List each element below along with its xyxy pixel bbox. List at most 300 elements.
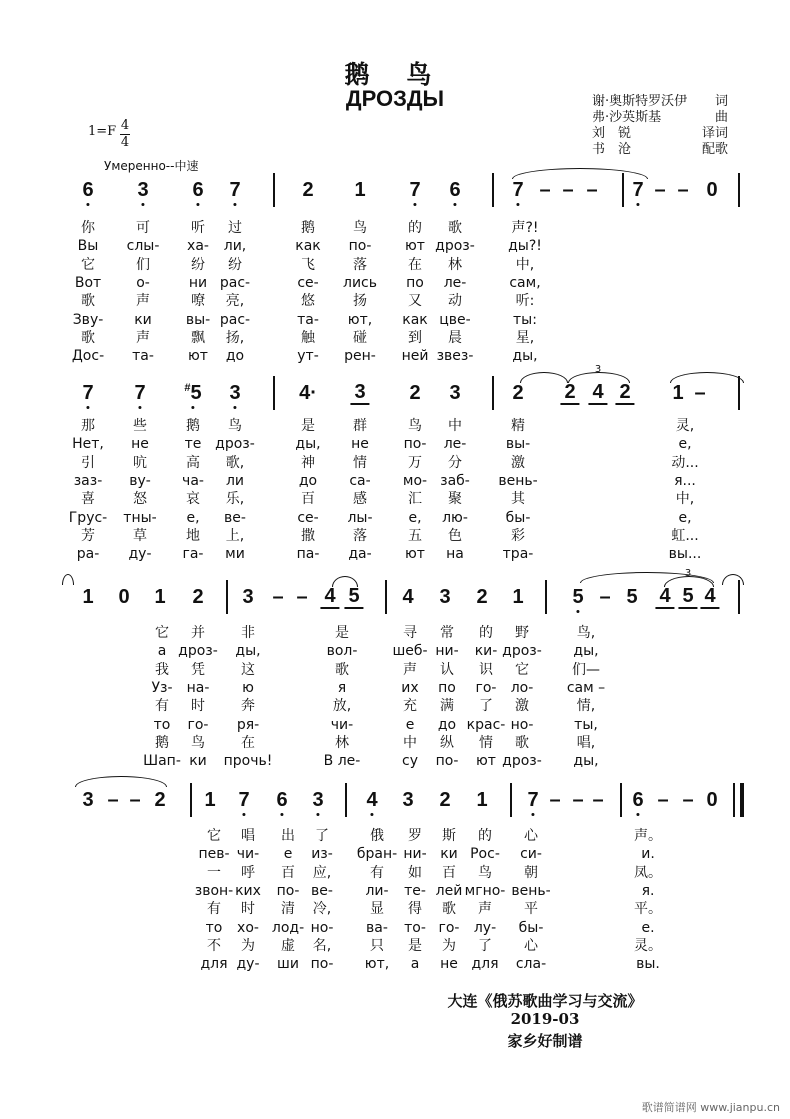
- note: [512, 586, 523, 608]
- note-digit: 5: [190, 382, 202, 404]
- lyric-syllable: 分: [448, 454, 462, 471]
- note: [402, 789, 413, 811]
- lyric-syllable: ни-: [403, 846, 427, 863]
- lyric-syllable: 它: [81, 256, 95, 273]
- lyric-syllable: 万: [408, 454, 422, 471]
- lyric-syllable: 罗: [408, 828, 422, 844]
- lyric-syllable: 它: [207, 828, 221, 844]
- note: [134, 382, 145, 404]
- lyric-syllable: 时: [191, 698, 205, 715]
- slur-arc: [670, 372, 744, 383]
- lyric-syllable: Шап-: [143, 753, 181, 770]
- note: [302, 179, 313, 201]
- watermark: 歌谱简谱网 www.jianpu.cn: [641, 1101, 780, 1114]
- lyric-syllable: В ле-: [323, 753, 361, 770]
- lyric-syllable: по-: [348, 238, 372, 255]
- lyric-syllable: 碰: [353, 329, 367, 346]
- note: [512, 179, 523, 201]
- lyric-syllable: 凭: [191, 661, 205, 678]
- lyric-syllable: 歌: [81, 329, 95, 346]
- lyric-syllable: 动: [448, 293, 462, 310]
- lyric-syllable: Зву-: [72, 311, 104, 328]
- lyric-syllable: вень-: [511, 882, 551, 899]
- note-digit: –: [562, 179, 574, 201]
- lyric-syllable: 纷: [228, 256, 242, 273]
- lyric-syllable: рен-: [344, 348, 376, 365]
- note-digit: –: [657, 789, 669, 811]
- note: [137, 179, 148, 201]
- note: [655, 585, 674, 609]
- credit-name: 谢·奥斯特罗沃伊: [592, 94, 688, 109]
- lyric-syllable: 亮,: [225, 293, 245, 310]
- lyric-syllable: 了: [315, 828, 329, 844]
- note-digit: 4: [659, 585, 671, 607]
- lyric-syllable: 认: [440, 661, 454, 678]
- note-digit: 3: [402, 789, 414, 811]
- lyric-syllable: дроз-: [502, 753, 542, 770]
- credit-role: 词: [714, 94, 728, 109]
- lyric-syllable: ют: [405, 238, 425, 255]
- lyric-syllable: ки: [440, 846, 458, 863]
- note-digit: 2: [154, 789, 166, 811]
- credit-name: 弗·沙英斯基: [592, 110, 662, 125]
- lyric-syllable: 清: [281, 901, 295, 918]
- note: [632, 789, 643, 811]
- lyric-syllable: 心: [524, 937, 538, 954]
- lyric-syllable: 百: [301, 491, 315, 508]
- lyric-syllable: е: [405, 716, 415, 733]
- note: [560, 381, 579, 405]
- lyric-syllable: 高: [186, 454, 200, 471]
- lyric-syllable: 它: [515, 661, 529, 678]
- lyric-syllable: 动...: [671, 454, 699, 471]
- lyric-syllable: 彩: [511, 527, 525, 544]
- lyric-syllable: се-: [297, 274, 319, 291]
- lyric-syllable: 怒: [133, 491, 147, 508]
- lyric-syllable: 感: [353, 491, 367, 508]
- lyric-syllable: сам –: [566, 679, 606, 696]
- key-signature: 1=F: [88, 124, 117, 139]
- lyric-syllable: 纷: [191, 256, 205, 273]
- lyric-syllable: а: [157, 643, 167, 660]
- lyric-syllable: 可: [136, 220, 150, 236]
- note: [527, 789, 538, 811]
- footer-arranger: 家乡好制谱: [507, 1032, 583, 1050]
- lyric-syllable: 放,: [332, 698, 352, 715]
- lyric-syllable: 斯: [442, 828, 456, 844]
- note-digit: –: [599, 586, 611, 608]
- lyric-syllable: сам,: [509, 274, 541, 291]
- lyric-syllable: 有: [155, 698, 169, 715]
- lyric-syllable: то: [205, 919, 223, 936]
- lyric-syllable: 色: [448, 527, 462, 544]
- note: [350, 381, 369, 405]
- lyric-syllable: 鸟: [353, 220, 367, 236]
- note: [204, 789, 215, 811]
- lyric-syllable: лю-: [442, 509, 468, 526]
- lyric-syllable: 了: [478, 937, 492, 954]
- lyric-syllable: ют: [188, 348, 208, 365]
- note: [700, 585, 719, 609]
- note-digit: 1: [82, 586, 94, 608]
- note-digit: 3: [354, 381, 366, 403]
- lyric-syllable: те-: [404, 882, 426, 899]
- note: [549, 789, 560, 811]
- note: [439, 586, 450, 608]
- barline: [385, 580, 387, 614]
- lyric-syllable: 飞: [301, 256, 315, 273]
- note-digit: 6: [632, 789, 644, 811]
- lyric-syllable: га-: [182, 546, 204, 563]
- lyric-syllable: 俄: [370, 828, 384, 844]
- note-digit: 7: [134, 382, 146, 404]
- barline: [273, 173, 275, 207]
- lyric-syllable: да-: [348, 546, 372, 563]
- note-digit: 6: [82, 179, 94, 201]
- note-digit: –: [694, 382, 706, 404]
- lyric-syllable: 歌: [335, 661, 349, 678]
- note: [672, 382, 683, 404]
- slur-arc: [722, 574, 744, 585]
- lyric-syllable: чи-: [236, 846, 260, 863]
- lyric-syllable: е,: [186, 509, 200, 526]
- note-digit: 1: [476, 789, 488, 811]
- note: [439, 789, 450, 811]
- note: [192, 586, 203, 608]
- slur-arc: [75, 776, 167, 787]
- lyric-syllable: 触: [301, 329, 315, 346]
- note-digit: 5: [572, 586, 584, 608]
- lyric-syllable: 五: [408, 527, 422, 544]
- note-digit: 4: [592, 381, 604, 403]
- lyric-syllable: си-: [520, 846, 542, 863]
- note: [599, 586, 610, 608]
- lyric-syllable: до: [437, 716, 457, 733]
- note: [276, 789, 287, 811]
- note: [409, 179, 420, 201]
- credit-name: 刘 锐: [592, 126, 632, 141]
- lyric-syllable: не: [131, 436, 149, 453]
- note: [118, 586, 129, 608]
- lyric-syllable: 中: [403, 734, 417, 751]
- lyric-syllable: 中,: [515, 256, 535, 273]
- note-digit: 4: [704, 585, 716, 607]
- note-digit: 3: [449, 382, 461, 404]
- lyric-syllable: я...: [674, 472, 696, 489]
- lyric-syllable: 百: [281, 864, 295, 881]
- lyric-syllable: 声: [403, 661, 417, 678]
- note-digit: 2: [439, 789, 451, 811]
- lyric-syllable: ют,: [364, 956, 390, 973]
- lyric-syllable: ли-: [365, 882, 389, 899]
- lyric-syllable: 聚: [448, 491, 462, 508]
- note: [238, 789, 249, 811]
- lyric-syllable: ду-: [236, 956, 260, 973]
- lyric-syllable: 情: [479, 734, 493, 751]
- lyric-syllable: 的: [478, 828, 492, 844]
- note-digit: 7: [409, 179, 421, 201]
- lyric-syllable: 野: [515, 625, 529, 641]
- note-digit: 3: [82, 789, 94, 811]
- lyric-syllable: ха-: [187, 238, 209, 255]
- lyric-syllable: 得: [408, 901, 422, 918]
- lyric-syllable: и.: [641, 846, 655, 863]
- note: [312, 789, 323, 811]
- lyric-syllable: 朝: [524, 864, 538, 881]
- lyric-syllable: по-: [403, 436, 427, 453]
- lyric-syllable: ты,: [574, 716, 598, 733]
- lyric-syllable: 奔: [241, 698, 255, 715]
- note: [107, 789, 118, 811]
- time-signature: [120, 118, 130, 151]
- lyric-syllable: 识: [479, 661, 493, 678]
- credit-role: 配歌: [701, 142, 728, 157]
- lyric-syllable: 到: [408, 329, 422, 346]
- lyric-syllable: 鸟: [478, 864, 492, 881]
- lyric-syllable: ни-: [435, 643, 459, 660]
- lyric-syllable: 应,: [312, 864, 332, 881]
- triplet-mark: 3: [684, 568, 692, 579]
- note-digit: 0: [706, 179, 718, 201]
- note-digit: 3: [242, 586, 254, 608]
- note-digit: –: [592, 789, 604, 811]
- time-signature-bottom: 4: [120, 135, 130, 150]
- barline: [510, 783, 512, 817]
- note: [626, 586, 637, 608]
- note-digit: 2: [564, 381, 576, 403]
- lyric-syllable: вы-: [185, 311, 211, 328]
- final-barline: [740, 783, 744, 817]
- sharp-sign: #: [184, 382, 191, 394]
- note: [588, 381, 607, 405]
- lyric-syllable: го-: [187, 716, 209, 733]
- lyric-syllable: 凤。: [634, 864, 662, 881]
- note: [366, 789, 377, 811]
- note-digit: 2: [192, 586, 204, 608]
- lyric-syllable: слы-: [126, 238, 160, 255]
- lyric-syllable: мо-: [402, 472, 428, 489]
- note-digit: 3: [229, 382, 241, 404]
- note: [476, 586, 487, 608]
- note-digit: 2: [619, 381, 631, 403]
- lyric-syllable: 鸟: [408, 418, 422, 434]
- lyric-syllable: вы...: [668, 546, 702, 563]
- lyric-syllable: дроз-: [215, 436, 255, 453]
- lyric-syllable: для: [200, 956, 228, 973]
- lyric-syllable: 虹...: [671, 527, 699, 544]
- note-digit: 1: [512, 586, 524, 608]
- note: [592, 789, 603, 811]
- note-digit: 1: [354, 179, 366, 201]
- lyric-syllable: прочь!: [223, 753, 273, 770]
- note: [449, 179, 460, 201]
- note: [449, 382, 460, 404]
- lyric-syllable: 精: [511, 418, 525, 434]
- lyric-syllable: 声: [136, 329, 150, 346]
- lyric-syllable: 平: [524, 901, 538, 918]
- footer-date: 2019-03: [510, 1010, 580, 1028]
- note: [706, 789, 717, 811]
- lyric-syllable: 百: [442, 864, 456, 881]
- slur-arc: [332, 576, 358, 587]
- lyric-syllable: 它: [155, 625, 169, 641]
- lyric-syllable: 为: [241, 937, 255, 954]
- lyric-syllable: ря-: [236, 716, 260, 733]
- note: [296, 586, 307, 608]
- lyric-syllable: 神: [301, 454, 315, 471]
- lyric-syllable: лей: [435, 882, 463, 899]
- lyric-syllable: 满: [440, 698, 454, 715]
- lyric-syllable: по: [406, 274, 424, 291]
- slur-arc: [512, 168, 648, 179]
- note-digit: –: [677, 179, 689, 201]
- note: [654, 179, 665, 201]
- lyric-syllable: ра-: [76, 546, 100, 563]
- lyric-syllable: 歌,: [225, 454, 245, 471]
- lyric-syllable: 非: [241, 625, 255, 641]
- note-digit: 4: [402, 586, 414, 608]
- barline: [345, 783, 347, 817]
- note: [229, 382, 240, 404]
- lyric-syllable: Нет,: [72, 436, 104, 453]
- lyric-syllable: 不: [207, 937, 221, 954]
- lyric-syllable: 在: [241, 734, 255, 751]
- lyric-syllable: 如: [408, 864, 422, 881]
- barline: [226, 580, 228, 614]
- lyric-syllable: их: [401, 679, 419, 696]
- credit-arranger: [592, 138, 728, 157]
- lyric-syllable: лод-: [271, 919, 305, 936]
- note-digit: 7: [82, 382, 94, 404]
- barline: [738, 580, 740, 614]
- lyric-syllable: е: [283, 846, 293, 863]
- lyric-syllable: ды?!: [508, 238, 542, 255]
- lyric-syllable: ву-: [129, 472, 151, 489]
- lyric-syllable: е.: [641, 919, 655, 936]
- note: [572, 586, 583, 608]
- lyric-syllable: 这: [241, 661, 255, 678]
- note-digit: 2: [476, 586, 488, 608]
- note: [129, 789, 140, 811]
- lyric-syllable: бы-: [518, 919, 544, 936]
- barline: [545, 580, 547, 614]
- lyric-syllable: 充: [403, 698, 417, 715]
- note-digit: 4·: [299, 382, 317, 404]
- lyric-syllable: 乐,: [225, 491, 245, 508]
- note: [229, 179, 240, 201]
- note-digit: –: [129, 789, 141, 811]
- note-digit: 6: [276, 789, 288, 811]
- note-digit: –: [654, 179, 666, 201]
- note: [82, 789, 93, 811]
- note: [512, 382, 523, 404]
- lyric-syllable: 林: [335, 734, 349, 751]
- note: [694, 382, 705, 404]
- lyric-syllable: ды,: [295, 436, 321, 453]
- lyric-syllable: для: [471, 956, 499, 973]
- lyric-syllable: о-: [136, 274, 150, 291]
- lyric-syllable: го-: [475, 679, 497, 696]
- lyric-syllable: 有: [370, 864, 384, 881]
- lyric-syllable: ут-: [297, 348, 319, 365]
- lyric-syllable: те: [184, 436, 202, 453]
- lyric-syllable: ки-: [474, 643, 498, 660]
- lyric-syllable: ду-: [128, 546, 152, 563]
- note: [572, 789, 583, 811]
- note: [682, 789, 693, 811]
- lyric-syllable: до: [298, 472, 318, 489]
- lyric-syllable: 鹅: [155, 734, 169, 751]
- lyric-syllable: 歌: [81, 293, 95, 310]
- lyric-syllable: я.: [641, 882, 655, 899]
- lyric-syllable: как: [295, 238, 321, 255]
- lyric-syllable: 落: [353, 256, 367, 273]
- lyric-syllable: 我: [155, 661, 169, 678]
- lyric-syllable: Дос-: [71, 348, 105, 365]
- lyric-syllable: 寻: [403, 625, 417, 641]
- lyric-syllable: 名,: [312, 937, 332, 954]
- lyric-syllable: ты:: [513, 311, 537, 328]
- note-digit: 5: [682, 585, 694, 607]
- note-digit: 7: [512, 179, 524, 201]
- lyric-syllable: су: [402, 753, 418, 770]
- note-digit: 4: [324, 585, 336, 607]
- lyric-syllable: 中,: [675, 491, 695, 508]
- lyric-syllable: вол-: [326, 643, 358, 660]
- lyric-syllable: 星,: [515, 329, 535, 346]
- lyric-syllable: ют: [476, 753, 496, 770]
- lyric-syllable: 鸟: [191, 734, 205, 751]
- lyric-syllable: рас-: [219, 311, 251, 328]
- lyric-syllable: 情,: [576, 698, 596, 715]
- note: [678, 585, 697, 609]
- lyric-syllable: е,: [678, 436, 692, 453]
- lyric-syllable: то: [153, 716, 171, 733]
- note-digit: 3: [312, 789, 324, 811]
- lyric-syllable: 时: [241, 901, 255, 918]
- lyric-syllable: 平。: [634, 901, 662, 918]
- lyric-syllable: 嘹: [191, 293, 205, 310]
- lyric-syllable: Вы: [77, 238, 99, 255]
- lyric-syllable: 有: [207, 901, 221, 918]
- lyric-syllable: е,: [408, 509, 422, 526]
- barline: [190, 783, 192, 817]
- lyric-syllable: 是: [335, 625, 349, 641]
- lyric-syllable: 呼: [241, 864, 255, 881]
- barline: [492, 173, 494, 207]
- note: [562, 179, 573, 201]
- lyric-syllable: 鸟,: [576, 625, 596, 641]
- lyric-syllable: 听:: [515, 293, 535, 310]
- lyric-syllable: дроз-: [502, 643, 542, 660]
- note-digit: 2: [302, 179, 314, 201]
- note: [354, 179, 365, 201]
- note-digit: –: [572, 789, 584, 811]
- lyric-syllable: дроз-: [435, 238, 475, 255]
- lyric-syllable: вень-: [498, 472, 538, 489]
- lyric-syllable: 虚: [281, 937, 295, 954]
- lyric-syllable: 只: [370, 937, 384, 954]
- lyric-syllable: 一: [207, 864, 221, 881]
- note: [539, 179, 550, 201]
- lyric-syllable: 显: [370, 901, 384, 918]
- lyric-syllable: ве-: [224, 509, 246, 526]
- lyric-syllable: звез-: [436, 348, 474, 365]
- note: [476, 789, 487, 811]
- lyric-syllable: по-: [276, 882, 300, 899]
- lyric-syllable: вы-: [505, 436, 531, 453]
- note-digit: 3: [137, 179, 149, 201]
